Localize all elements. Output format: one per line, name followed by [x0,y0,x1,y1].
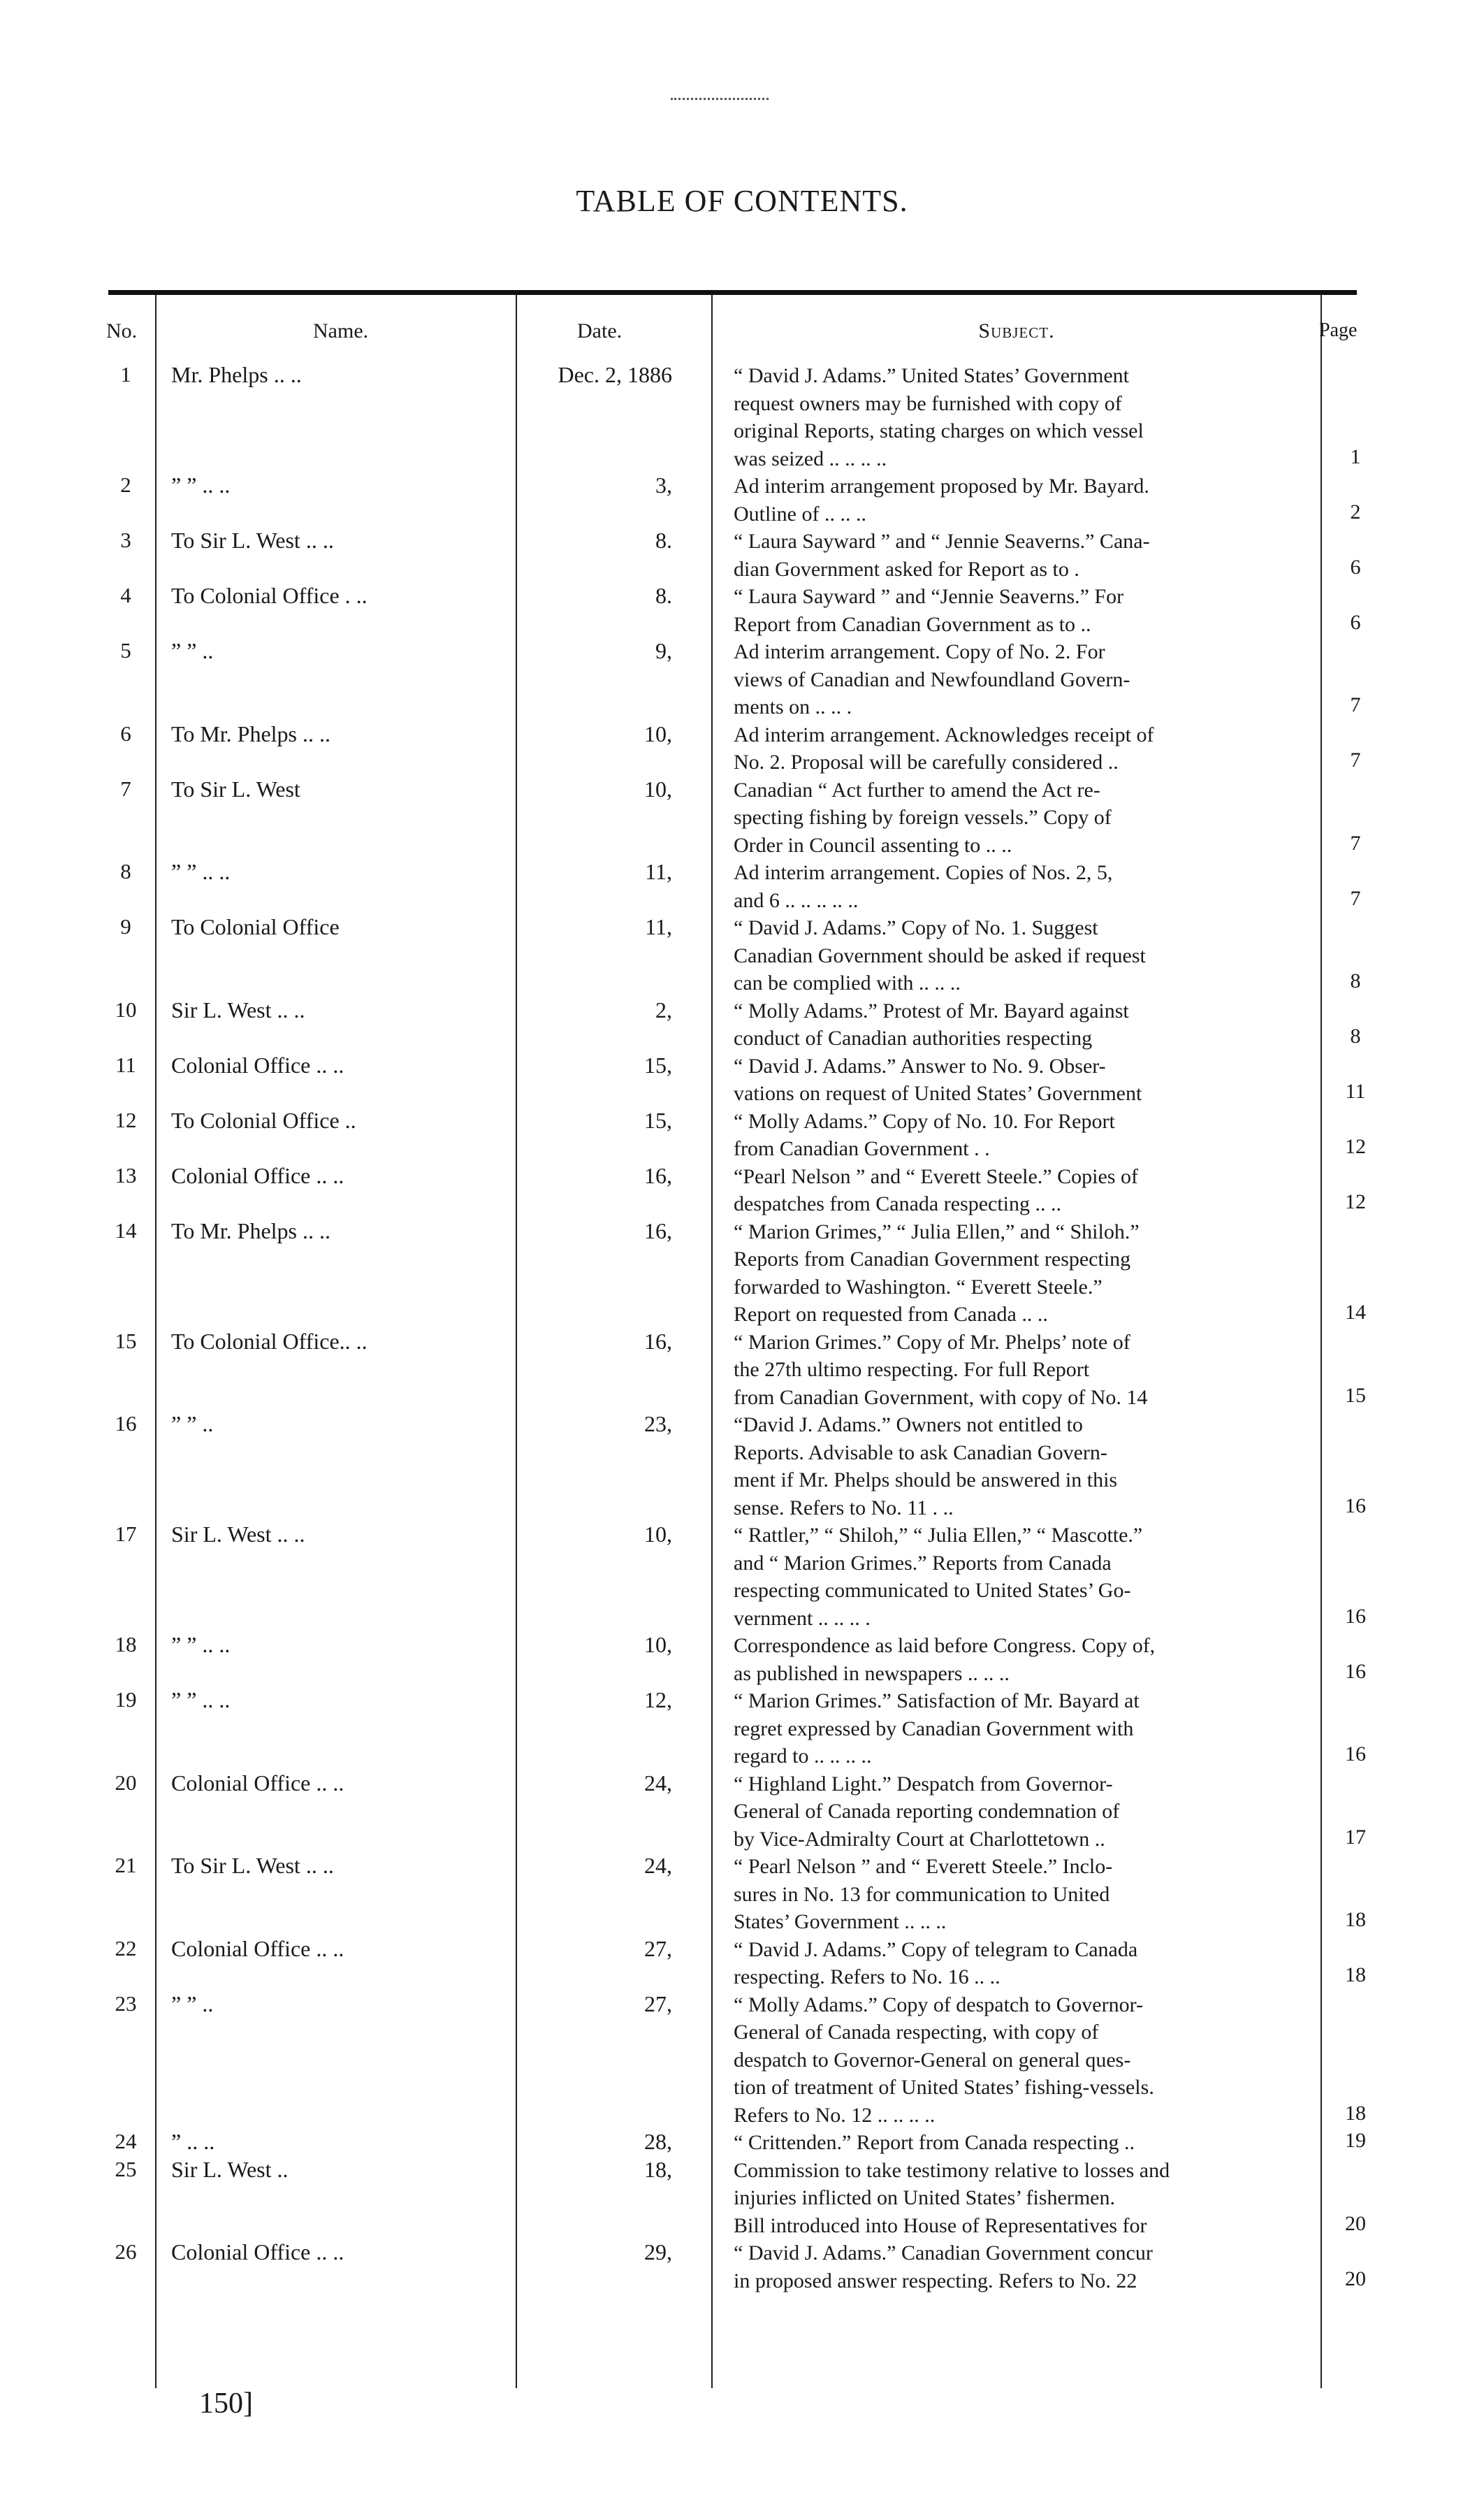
subject-line: Ad interim arrangement. Copies of Nos. 2, 5, [734,861,1113,884]
header-name: Name. [313,319,369,342]
entry-subject [734,2239,1314,2295]
entry-page: 20 [1345,2211,1366,2235]
entry-number: 4 [120,583,131,607]
entry-date: 29, [644,2239,672,2264]
entry-name: ” ” .. .. [171,472,231,498]
subject-line: “ David J. Adams.” Canadian Government concur [734,2241,1153,2264]
entry-page: 15 [1345,1383,1366,1407]
entry-name: Mr. Phelps .. .. [171,362,302,387]
entry-subject [734,1687,1314,1770]
entry-date: 27, [644,1991,672,2016]
entry-subject [734,1522,1314,1632]
subject-line: forwarded to Washington. “ Everett Steele.” [734,1275,1103,1299]
top-mark [671,98,769,104]
entry-number: 11 [115,1052,136,1077]
entry-page: 1 [1350,445,1361,468]
entry-date: 23, [644,1411,672,1436]
entry-number: 5 [120,638,131,663]
subject-line: the 27th ultimo respecting. For full Report [734,1358,1090,1381]
entry-number: 12 [115,1107,137,1132]
entry-name: Colonial Office .. .. [171,1770,344,1796]
subject-line: General of Canada respecting, with copy of [734,2021,1099,2044]
subject-line: “ Rattler,” “ Shiloh,” “ Julia Ellen,” “ Mascotte.” [734,1524,1143,1547]
entry-date: 10, [644,1522,672,1547]
subject-line: regret expressed by Canadian Government with [734,1717,1134,1740]
subject-line: “David J. Adams.” Owners not entitled to [734,1413,1083,1436]
entry-subject [734,1108,1314,1163]
subject-line: Reports. Advisable to ask Canadian Govern- [734,1440,1107,1464]
subject-line: “ Crittenden.” Report from Canada respecting .. [734,2131,1135,2154]
entry-name: To Colonial Office.. .. [171,1328,368,1354]
subject-line: views of Canadian and Newfoundland Govern- [734,667,1130,691]
entry-number: 6 [120,721,131,746]
page-number-footer: 150] [199,2387,253,2420]
subject-line: General of Canada reporting condemnation of [734,1800,1120,1823]
subject-line: dian Government asked for Report as to . [734,557,1079,581]
entry-subject [734,362,1314,472]
entry-subject [734,1218,1314,1329]
column-divider-no [155,295,157,2388]
entry-subject [734,859,1314,914]
entry-date: 9, [655,638,672,663]
entry-page: 7 [1350,831,1361,855]
subject-line: despatch to Governor-General on general ques- [734,2048,1131,2072]
entry-name: ” ” .. [171,1991,214,2016]
subject-line: by Vice-Admiralty Court at Charlottetown .. [734,1827,1105,1851]
column-divider-date [711,295,713,2388]
entry-page: 7 [1350,886,1361,910]
subject-line: “ David J. Adams.” United States’ Government [734,364,1129,387]
entry-number: 15 [115,1328,137,1353]
subject-line: “ Highland Light.” Despatch from Governor- [734,1772,1113,1796]
subject-line: ments on .. .. . [734,695,852,718]
entry-subject [734,1053,1314,1108]
entry-name: To Mr. Phelps .. .. [171,721,330,746]
subject-line: tion of treatment of United States’ fishing-vessels. [734,2076,1154,2099]
header-date: Date. [577,319,623,342]
entry-number: 20 [115,1770,137,1795]
entry-subject [734,1991,1314,2130]
entry-name: To Sir L. West [171,776,300,802]
subject-line: vations on request of United States’ Government [734,1082,1142,1105]
entry-subject [734,721,1314,776]
entry-name: To Colonial Office [171,914,340,939]
entry-page: 16 [1345,1659,1366,1683]
entry-page: 16 [1345,1494,1366,1517]
entry-date: 24, [644,1770,672,1796]
subject-line: in proposed answer respecting. Refers to No. 22 [734,2269,1137,2292]
subject-line: Ad interim arrangement. Copy of No. 2. For [734,640,1105,663]
entry-subject [734,1163,1314,1218]
page-title: TABLE OF CONTENTS. [576,184,908,218]
subject-line: vernment .. .. .. . [734,1606,871,1630]
entry-name: Sir L. West .. .. [171,997,305,1023]
subject-line: Report on requested from Canada .. .. [734,1303,1048,1326]
entry-subject [734,914,1314,997]
subject-line: from Canadian Government, with copy of No. 14 [734,1385,1148,1409]
entry-page: 16 [1345,1742,1366,1765]
entry-number: 8 [120,859,131,883]
entry-date: Dec. 2, 1886 [558,362,672,387]
entry-date: 10, [644,721,672,746]
subject-line: Bill introduced into House of Representatives for [734,2213,1147,2237]
entry-number: 1 [120,362,131,386]
entry-name: Colonial Office .. .. [171,1162,344,1188]
subject-line: specting fishing by foreign vessels.” Copy of [734,806,1112,829]
subject-line: “ Pearl Nelson ” and “ Everett Steele.” Inclo- [734,1855,1113,1878]
subject-line: Ad interim arrangement proposed by Mr. Bayard. [734,475,1149,498]
entry-date: 10, [644,776,672,802]
entry-number: 3 [120,528,131,552]
entry-name: To Colonial Office . .. [171,583,368,608]
entry-date: 24, [644,1853,672,1878]
subject-line: can be complied with .. .. .. [734,971,961,995]
subject-line: and 6 .. .. .. .. .. [734,888,859,912]
subject-line: Reports from Canadian Government respecting [734,1248,1131,1271]
entry-date: 8. [655,528,672,553]
entry-name: ” ” .. .. [171,1687,231,1712]
entry-name: Colonial Office .. .. [171,2239,344,2264]
entry-page: 19 [1345,2129,1366,2152]
subject-line: Canadian Government should be asked if request [734,944,1146,967]
entry-subject [734,583,1314,638]
subject-line: respecting communicated to United States’ Go- [734,1579,1131,1602]
entry-subject [734,1936,1314,1991]
entry-subject [734,1853,1314,1936]
subject-line: Ad interim arrangement. Acknowledges receipt of [734,723,1154,746]
entry-name: To Sir L. West .. .. [171,1853,334,1878]
subject-line: “ David J. Adams.” Copy of No. 1. Suggest [734,916,1098,939]
entry-name: ” .. .. [171,2129,215,2154]
subject-line: Outline of .. .. .. [734,502,866,526]
entry-number: 18 [115,1632,137,1656]
subject-line: from Canadian Government . . [734,1137,990,1160]
entry-page: 7 [1350,693,1361,716]
subject-line: ment if Mr. Phelps should be answered in this [734,1468,1118,1491]
entry-page: 14 [1345,1301,1366,1324]
subject-line: was seized .. .. .. .. [734,447,887,470]
entry-name: Colonial Office .. .. [171,1052,344,1078]
subject-line: despatches from Canada respecting .. .. [734,1192,1061,1215]
entry-subject [734,1329,1314,1412]
entry-page: 8 [1350,1025,1361,1048]
entry-page: 18 [1345,1963,1366,1986]
entry-date: 11, [645,859,672,884]
entry-name: To Colonial Office .. [171,1107,356,1133]
entry-date: 10, [644,1632,672,1657]
entry-number: 26 [115,2239,137,2264]
entry-number: 13 [115,1162,137,1187]
subject-line: injuries inflicted on United States’ fishermen. [734,2186,1115,2209]
subject-line: respecting. Refers to No. 16 .. .. [734,1965,1001,1988]
entry-date: 16, [644,1218,672,1243]
subject-line: “ Molly Adams.” Copy of despatch to Governor- [734,1993,1143,2016]
entry-date: 28, [644,2129,672,2154]
subject-line: “Pearl Nelson ” and “ Everett Steele.” Copies of [734,1164,1138,1188]
entry-page: 8 [1350,969,1361,992]
subject-line: “ David J. Adams.” Copy of telegram to Canada [734,1937,1138,1961]
subject-line: and “ Marion Grimes.” Reports from Canada [734,1551,1112,1575]
entry-subject [734,2157,1314,2240]
entry-name: ” ” .. .. [171,859,231,884]
entry-name: To Sir L. West .. .. [171,528,334,553]
subject-line: request owners may be furnished with copy of [734,391,1122,415]
subject-line: States’ Government .. .. .. [734,1910,947,1933]
entry-number: 25 [115,2156,137,2181]
entry-subject [734,1770,1314,1854]
entry-page: 16 [1345,1604,1366,1628]
subject-line: “ Molly Adams.” Copy of No. 10. For Report [734,1109,1115,1133]
entry-name: Colonial Office .. .. [171,1935,344,1961]
entry-page: 6 [1350,555,1361,579]
entry-page: 2 [1350,500,1361,523]
entry-date: 11, [645,914,672,939]
header-rule [108,290,1357,295]
entry-name: Sir L. West .. .. [171,1522,305,1547]
entry-page: 11 [1345,1080,1366,1103]
subject-line: Canadian “ Act further to amend the Act re- [734,778,1100,802]
entry-page: 7 [1350,749,1361,772]
entry-subject [734,638,1314,721]
entry-name: ” ” .. [171,1411,214,1436]
entry-number: 2 [120,472,131,497]
subject-line: original Reports, stating charges on which vessel [734,419,1144,442]
entry-date: 2, [655,997,672,1023]
entry-number: 10 [115,997,137,1022]
subject-line: sense. Refers to No. 11 . .. [734,1496,954,1519]
entry-page: 18 [1345,2101,1366,2125]
subject-line: conduct of Canadian authorities respecting [734,1027,1093,1050]
subject-line: Correspondence as laid before Congress. Copy of, [734,1634,1156,1657]
subject-line: “ Laura Sayward ” and “ Jennie Seaverns.” Cana- [734,530,1150,553]
entry-number: 19 [115,1687,137,1712]
entry-subject [734,472,1314,528]
entry-number: 16 [115,1411,137,1436]
entry-number: 24 [115,2129,137,2153]
entry-date: 16, [644,1328,672,1354]
subject-line: Report from Canadian Government as to .. [734,612,1091,636]
entry-number: 7 [120,776,131,801]
subject-line: “ Marion Grimes,” “ Julia Ellen,” and “ Shiloh.” [734,1220,1140,1243]
entry-subject [734,1632,1314,1687]
entry-name: ” ” .. [171,638,214,663]
header-no: No. [106,319,138,342]
entry-subject [734,2129,1314,2157]
entry-date: 27, [644,1935,672,1961]
column-divider-name [516,295,517,2388]
entry-page: 20 [1345,2267,1366,2290]
entry-number: 21 [115,1853,137,1877]
subject-line: Commission to take testimony relative to losses and [734,2158,1170,2182]
subject-line: Refers to No. 12 .. .. .. .. [734,2103,936,2127]
entry-number: 22 [115,1935,137,1960]
header-page: Page [1319,319,1358,341]
entry-number: 23 [115,1991,137,2016]
column-divider-subject [1321,295,1322,2388]
entry-page: 18 [1345,1908,1366,1931]
entry-number: 14 [115,1218,137,1243]
entry-subject [734,997,1314,1053]
entry-number: 17 [115,1522,137,1546]
entry-name: Sir L. West .. [171,2156,289,2182]
entry-page: 6 [1350,610,1361,634]
subject-line: as published in newspapers .. .. .. [734,1661,1010,1685]
subject-line: regard to .. .. .. .. [734,1744,872,1768]
entry-date: 3, [655,472,672,498]
entry-number: 9 [120,914,131,939]
subject-line: Order in Council assenting to .. .. [734,833,1012,857]
entry-name: ” ” .. .. [171,1632,231,1657]
entry-subject [734,528,1314,583]
entry-name: To Mr. Phelps .. .. [171,1218,330,1243]
entry-date: 16, [644,1162,672,1188]
subject-line: “ Marion Grimes.” Copy of Mr. Phelps’ note of [734,1330,1130,1354]
subject-line: “ David J. Adams.” Answer to No. 9. Obser- [734,1054,1106,1078]
header-subject: Subject. [978,319,1055,342]
entry-page: 17 [1345,1825,1366,1849]
subject-line: “ Molly Adams.” Protest of Mr. Bayard against [734,999,1129,1023]
entry-page: 12 [1345,1190,1366,1213]
entry-date: 12, [644,1687,672,1712]
entry-page: 12 [1345,1135,1366,1158]
subject-line: No. 2. Proposal will be carefully considered .. [734,751,1119,774]
subject-line: sures in No. 13 for communication to United [734,1882,1110,1906]
subject-line: “ Laura Sayward ” and “Jennie Seaverns.” For [734,585,1124,608]
entry-date: 18, [644,2156,672,2182]
subject-line: “ Marion Grimes.” Satisfaction of Mr. Bayard at [734,1689,1140,1712]
entry-subject [734,776,1314,860]
entry-date: 15, [644,1052,672,1078]
entry-date: 15, [644,1107,672,1133]
entry-date: 8. [655,583,672,608]
entry-subject [734,1411,1314,1522]
